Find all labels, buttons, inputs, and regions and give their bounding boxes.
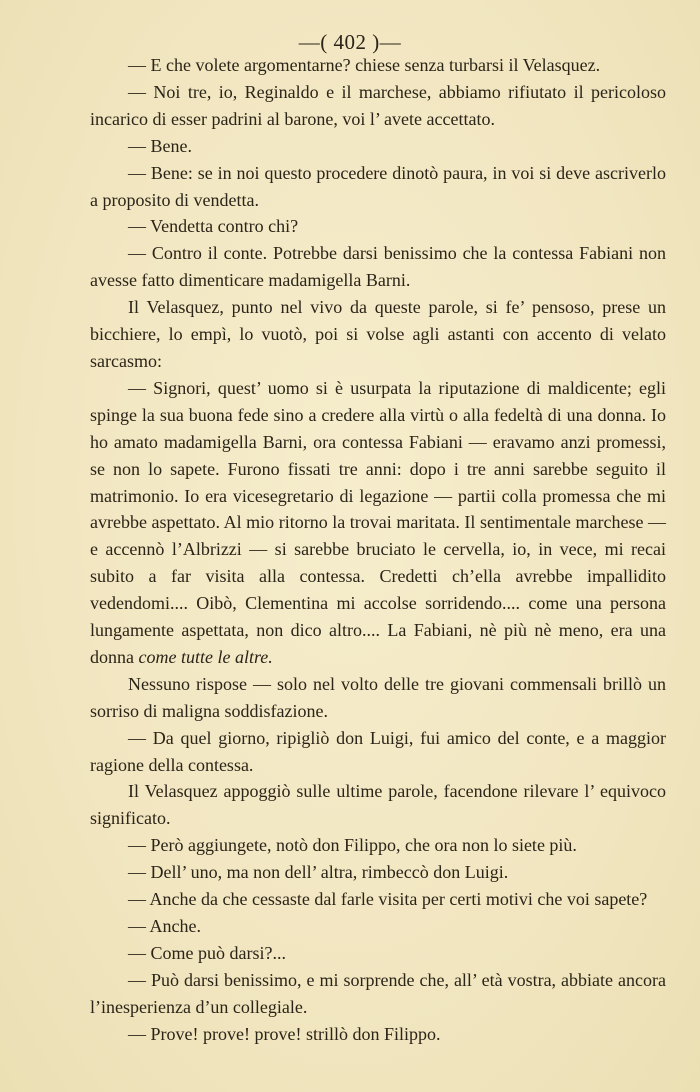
paragraph: — Prove! prove! prove! strillò don Filippo. — [128, 1023, 441, 1044]
page-number-header: —( 402 )— — [298, 30, 402, 54]
paragraph: — Però aggiungete, notò don Filippo, che ora non lo siete più. — [128, 835, 577, 856]
paragraph: Il Velasquez, punto nel vivo da queste parole, si fe’ pensoso, prese un bicchiere, lo empì, lo vuotò, poi si volse agli astanti con accento di velato sarcasmo: — [90, 297, 666, 371]
italic-phrase: come tutte le altre. — [138, 646, 273, 667]
paragraph: — E che volete argomentarne? chiese senza turbarsi il Velasquez. — [128, 55, 601, 75]
paragraph: Nessuno rispose — solo nel volto delle tre giovani commensali brillò un sorriso di maligna soddisfazione. — [90, 673, 666, 721]
paragraph: — Contro il conte. Potrebbe darsi benissimo che la contessa Fabiani non avesse fatto dimenticare madamigella Barni. — [90, 243, 666, 291]
paragraph: — Vendetta contro chi? — [128, 216, 299, 237]
paragraph: — Noi tre, io, Reginaldo e il marchese, abbiamo rifiutato il pericoloso incarico di esser padrini al barone, voi l’ avete accettato. — [90, 81, 666, 129]
paragraph-text: — Signori, quest’ uomo si è usurpata la riputazione di maldicente; egli spinge la sua buona fede sino a credere alla virtù o alla fedeltà di una donna. Io ho amato madamigella Barni, ora contessa Fabiani — eravamo anzi promessi, se non lo sapete. Furono fissati tre anni: dopo i tre anni sarebbe seguito il matrimonio. Io era vicesegretario di legazione — partii colla promessa che mi avrebbe aspettato. Al mio ritorno la trovai maritata. Il sentimentale marchese — e accennò l’Albrizzi — si sarebbe bruciato le cervella, io, in vece, mi recai subito a far visita alla contessa. Credetti ch’ella avrebbe impallidito vedendomi.... Oibò, Clementina mi accolse sorridendo.... come una persona lungamente aspettata, non dico altro.... La Fabiani, nè più nè meno, era una donna — [90, 377, 666, 667]
paragraph: — Bene: se in noi questo procedere dinotò paura, in voi si deve ascriverlo a proposito di vendetta. — [90, 162, 666, 210]
paragraph: — Anche. — [128, 916, 201, 936]
paragraph: — Da quel giorno, ripigliò don Luigi, fui amico del conte, e a maggior ragione della contessa. — [90, 727, 666, 775]
paragraph: — Anche da che cessaste dal farle visita per certi motivi che voi sapete? — [128, 889, 648, 910]
paragraph: Il Velasquez appoggiò sulle ultime parole, facendone rilevare l’ equivoco significato. — [90, 781, 666, 829]
paragraph: — Dell’ uno, ma non dell’ altra, rimbeccò don Luigi. — [128, 862, 509, 883]
paragraph — [90, 375, 666, 671]
paragraph: — Bene. — [128, 135, 192, 156]
paragraph: — Può darsi benissimo, e mi sorprende che, all’ età vostra, abbiate ancora l’inesperienza d’un collegiale. — [90, 969, 666, 1017]
body-text — [90, 52, 666, 1048]
paragraph: — Come può darsi?... — [128, 942, 286, 963]
